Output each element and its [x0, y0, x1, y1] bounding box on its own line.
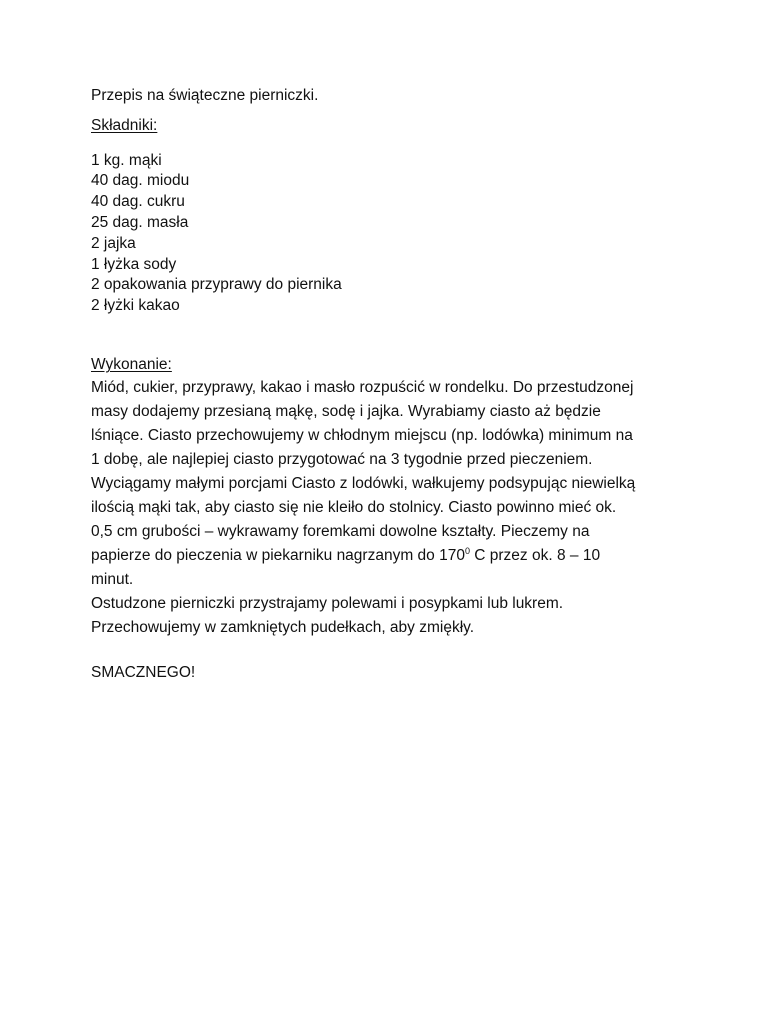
- degree-symbol: 0: [464, 545, 470, 556]
- ingredient-item: 2 jajka: [91, 234, 136, 252]
- method-line: masy dodajemy przesianą mąkę, sodę i jajka. Wyrabiamy ciasto aż będzie: [91, 402, 601, 420]
- temperature-suffix: C przez ok. 8 – 10: [469, 546, 601, 564]
- method-line: minut.: [91, 570, 134, 588]
- ingredient-item: 40 dag. cukru: [91, 193, 185, 211]
- ingredients-heading: Składniki:: [91, 116, 158, 134]
- ingredient-item: 1 łyżka sody: [91, 255, 177, 273]
- method-heading: Wykonanie:: [91, 355, 172, 373]
- method-line-text: papierze do pieczenia w piekarniku nagrzanym do 170: [91, 546, 465, 564]
- method-line: Ostudzone pierniczki przystrajamy polewami i posypkami lub lukrem.: [91, 594, 564, 612]
- recipe-document: [91, 86, 651, 699]
- ingredients-list: [91, 151, 651, 317]
- method-line: ilością mąki tak, aby ciasto się nie kleiło do stolnicy. Ciasto powinno mieć ok.: [91, 498, 617, 516]
- closing-text: SMACZNEGO!: [91, 663, 196, 681]
- recipe-title: Przepis na świąteczne pierniczki.: [91, 87, 319, 104]
- method-line: 1 dobę, ale najlepiej ciasto przygotować na 3 tygodnie przed pieczeniem.: [91, 450, 593, 468]
- method-line: Przechowujemy w zamkniętych pudełkach, aby zmiękły.: [91, 618, 475, 636]
- method-line: lśniące. Ciasto przechowujemy w chłodnym miejscu (np. lodówka) minimum na: [91, 426, 633, 444]
- method-line: 0,5 cm grubości – wykrawamy foremkami dowolne kształty. Pieczemy na: [91, 522, 590, 540]
- ingredient-item: 1 kg. mąki: [91, 151, 162, 169]
- ingredient-item: 2 łyżki kakao: [91, 297, 180, 315]
- method-line-temperature: [91, 544, 651, 568]
- ingredient-item: 2 opakowania przyprawy do piernika: [91, 276, 342, 294]
- method-line: Wyciągamy małymi porcjami Ciasto z lodówki, wałkujemy podsypując niewielką: [91, 474, 636, 492]
- method-line: Miód, cukier, przyprawy, kakao i masło rozpuścić w rondelku. Do przestudzonej: [91, 378, 634, 396]
- ingredient-item: 40 dag. miodu: [91, 172, 190, 190]
- method-text: [91, 376, 651, 640]
- ingredient-item: 25 dag. masła: [91, 213, 189, 231]
